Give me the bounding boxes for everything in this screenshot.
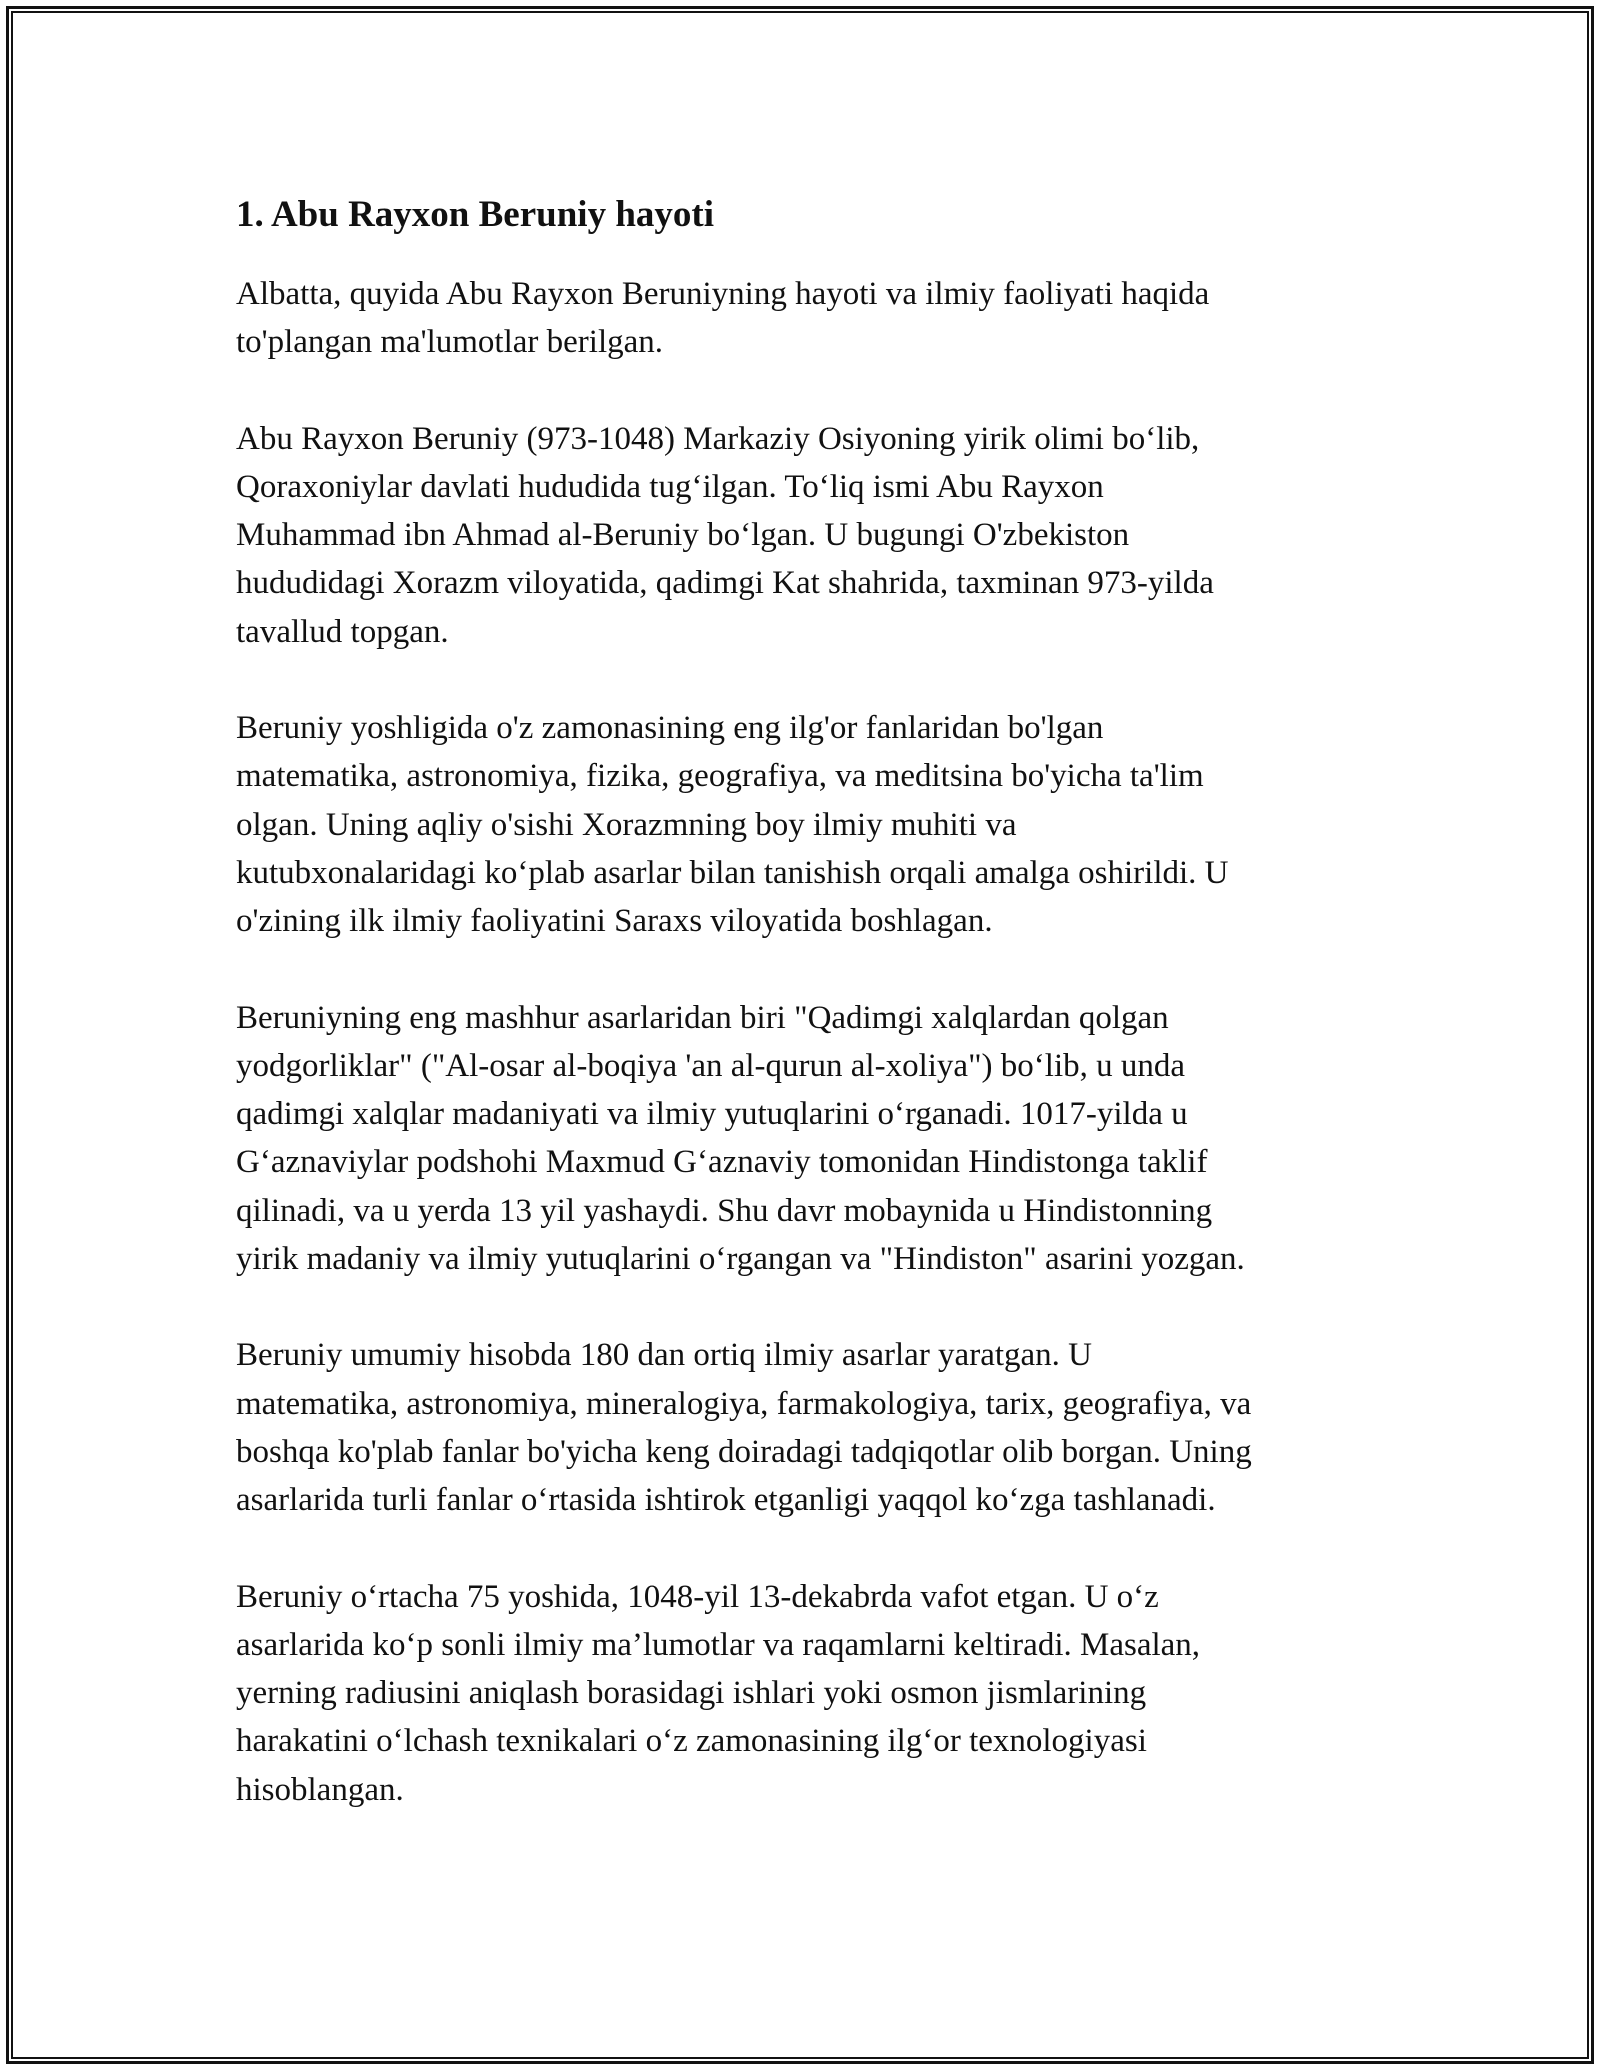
paragraph-works: Beruniyning eng mashhur asarlaridan biri "Qadimgi xalqlardan qolgan yodgorliklar" ("Al-osar al-boqiya 'an al-qurun al-xoliya") bo‘lib, u unda qadimgi xalqlar madaniyati va ilmiy yutuqlarini o‘rganadi. 1017-yilda u G‘aznaviylar podshohi Maxmud G‘aznaviy tomonidan Hindistonga taklif qilinadi, va u yerda 13 yil yashaydi. Shu davr mobaynida u Hindistonning yirik madaniy va ilmiy yutuqlarini o‘rgangan va "Hindiston" asarini yozgan. <box>236 999 1245 1278</box>
paragraph-education: Beruniy yoshligida o'z zamonasining eng ilg'or fanlaridan bo'lgan matematika, astronomiya, fizika, geografiya, va meditsina bo'yicha ta'lim olgan. Uning aqliy o'sishi Xorazmning boy ilmiy muhiti va kutubxonalaridagi ko‘plab asarlar bilan tanishish orqali amalga oshirildi. U o'zining ilk ilmiy faoliyatini Saraxs viloyatida boshlagan. <box>236 710 1229 940</box>
paragraph-birth: Abu Rayxon Beruniy (973-1048) Markaziy Osiyoning yirik olimi bo‘lib, Qoraxoniylar davlati hududida tug‘ilgan. To‘liq ismi Abu Rayxon Muhammad ibn Ahmad al-Beruniy bo‘lgan. U bugungi O'zbekiston hududidagi Xorazm viloyatida, qadimgi Kat shahrida, taxminan 973-yilda tavallud topgan. <box>236 420 1214 650</box>
section-heading: 1. Abu Rayxon Beruniy hayoti <box>236 194 715 235</box>
paragraph-death: Beruniy o‘rtacha 75 yoshida, 1048-yil 13-dekabrda vafot etgan. U o‘z asarlarida ko‘p sonli ilmiy ma’lumotlar va raqamlarni keltiradi. Masalan, yerning radiusini aniqlash borasidagi ishlari yoki osmon jismlarining harakatini o‘lchash texnikalari o‘z zamonasining ilg‘or texnologiyasi hisoblangan. <box>236 1578 1201 1808</box>
paragraph-intro: Albatta, quyida Abu Rayxon Beruniyning hayoti va ilmiy faoliyati haqida to'plangan ma'lumotlar berilgan. <box>236 276 1210 361</box>
paragraph-scholarship: Beruniy umumiy hisobda 180 dan ortiq ilmiy asarlar yaratgan. U matematika, astronomiya, mineralogiya, farmakologiya, tarix, geografiya, va boshqa ko'plab fanlar bo'yicha keng doiradagi tadqiqotlar olib borgan. Uning asarlarida turli fanlar o‘rtasida ishtirok etganligi yaqqol ko‘zga tashlanadi. <box>236 1337 1252 1519</box>
document-body <box>236 188 1376 1862</box>
